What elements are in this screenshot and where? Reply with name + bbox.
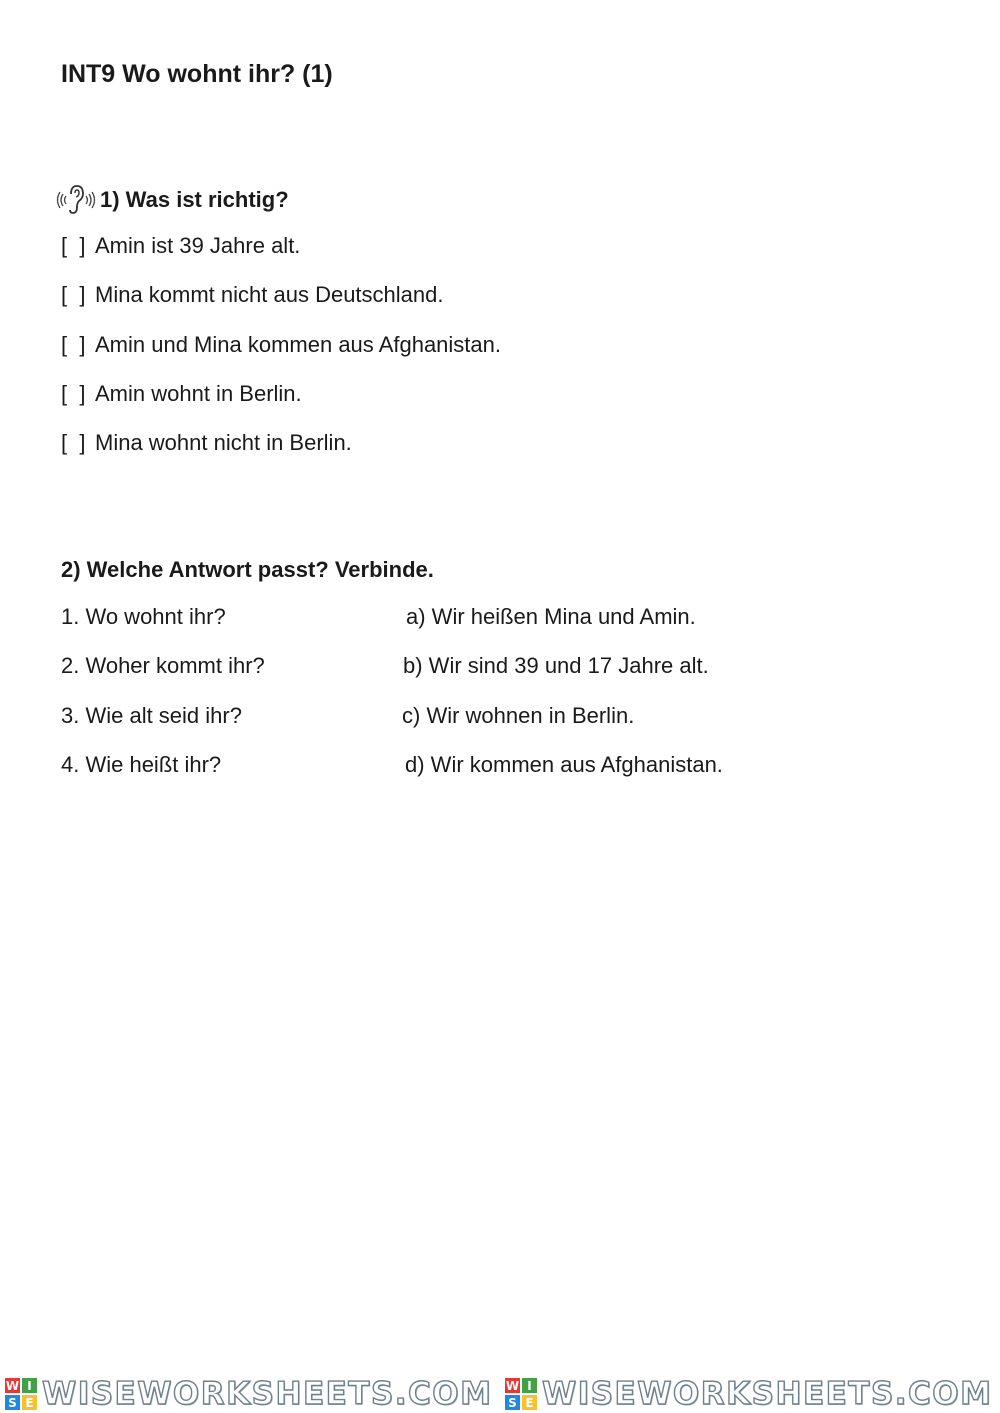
statement-text: Amin ist 39 Jahre alt. [95, 233, 301, 258]
answer-text[interactable]: a) Wir heißen Mina und Amin. [406, 604, 696, 629]
answer-text[interactable]: d) Wir kommen aus Afghanistan. [405, 751, 723, 777]
section-2-heading-text: 2) Welche Antwort passt? Verbinde. [61, 557, 434, 582]
checkbox-bracket[interactable]: [ ] [61, 430, 86, 456]
checkbox-bracket[interactable]: [ ] [61, 282, 86, 308]
wise-logo-icon [4, 1377, 38, 1411]
section-2-heading [61, 557, 434, 583]
answer-text[interactable]: c) Wir wohnen in Berlin. [402, 702, 635, 728]
watermark-footer [0, 1374, 1000, 1413]
statement-item [61, 430, 501, 479]
true-false-list [61, 233, 501, 479]
checkbox-bracket[interactable]: [ ] [61, 233, 86, 258]
checkbox-bracket[interactable]: [ ] [61, 380, 86, 406]
statement-text: Amin und Mina kommen aus Afghanistan. [95, 331, 502, 357]
statement-item [61, 381, 501, 430]
logo-letter: W [505, 1378, 520, 1393]
logo-letter: S [8, 1395, 17, 1410]
watermark [500, 1376, 1000, 1412]
watermark-text: WISEWORKSHEETS.COM [42, 1375, 493, 1412]
wise-logo-icon [504, 1377, 538, 1411]
logo-letter: S [508, 1395, 517, 1410]
statement-item [61, 332, 501, 381]
matching-row [61, 653, 861, 702]
watermark [0, 1376, 500, 1412]
worksheet-title: INT9 Wo wohnt ihr? (1) [61, 60, 333, 88]
question-text[interactable]: 4. Wie heißt ihr? [61, 751, 222, 777]
ear-listening-icon [52, 182, 98, 218]
question-text[interactable]: 1. Wo wohnt ihr? [61, 604, 226, 629]
logo-letter: E [525, 1395, 534, 1410]
question-text[interactable]: 2. Woher kommt ihr? [61, 653, 265, 679]
statement-item [61, 233, 501, 282]
logo-letter: I [27, 1378, 32, 1393]
logo-letter: I [527, 1378, 532, 1393]
statement-item [61, 282, 501, 331]
statement-text: Mina kommt nicht aus Deutschland. [95, 282, 444, 308]
logo-letter: E [25, 1395, 34, 1410]
matching-row [61, 703, 861, 752]
logo-letter: W [5, 1378, 20, 1393]
matching-list [61, 604, 861, 801]
checkbox-bracket[interactable]: [ ] [61, 331, 86, 357]
section-1-heading [52, 182, 289, 218]
statement-text: Mina wohnt nicht in Berlin. [95, 430, 352, 456]
watermark-text: WISEWORKSHEETS.COM [542, 1375, 993, 1412]
section-1-heading-text: 1) Was ist richtig? [100, 187, 289, 212]
question-text[interactable]: 3. Wie alt seid ihr? [61, 702, 242, 728]
answer-text[interactable]: b) Wir sind 39 und 17 Jahre alt. [403, 653, 709, 679]
statement-text: Amin wohnt in Berlin. [95, 380, 302, 406]
matching-row [61, 604, 861, 653]
matching-row [61, 752, 861, 801]
